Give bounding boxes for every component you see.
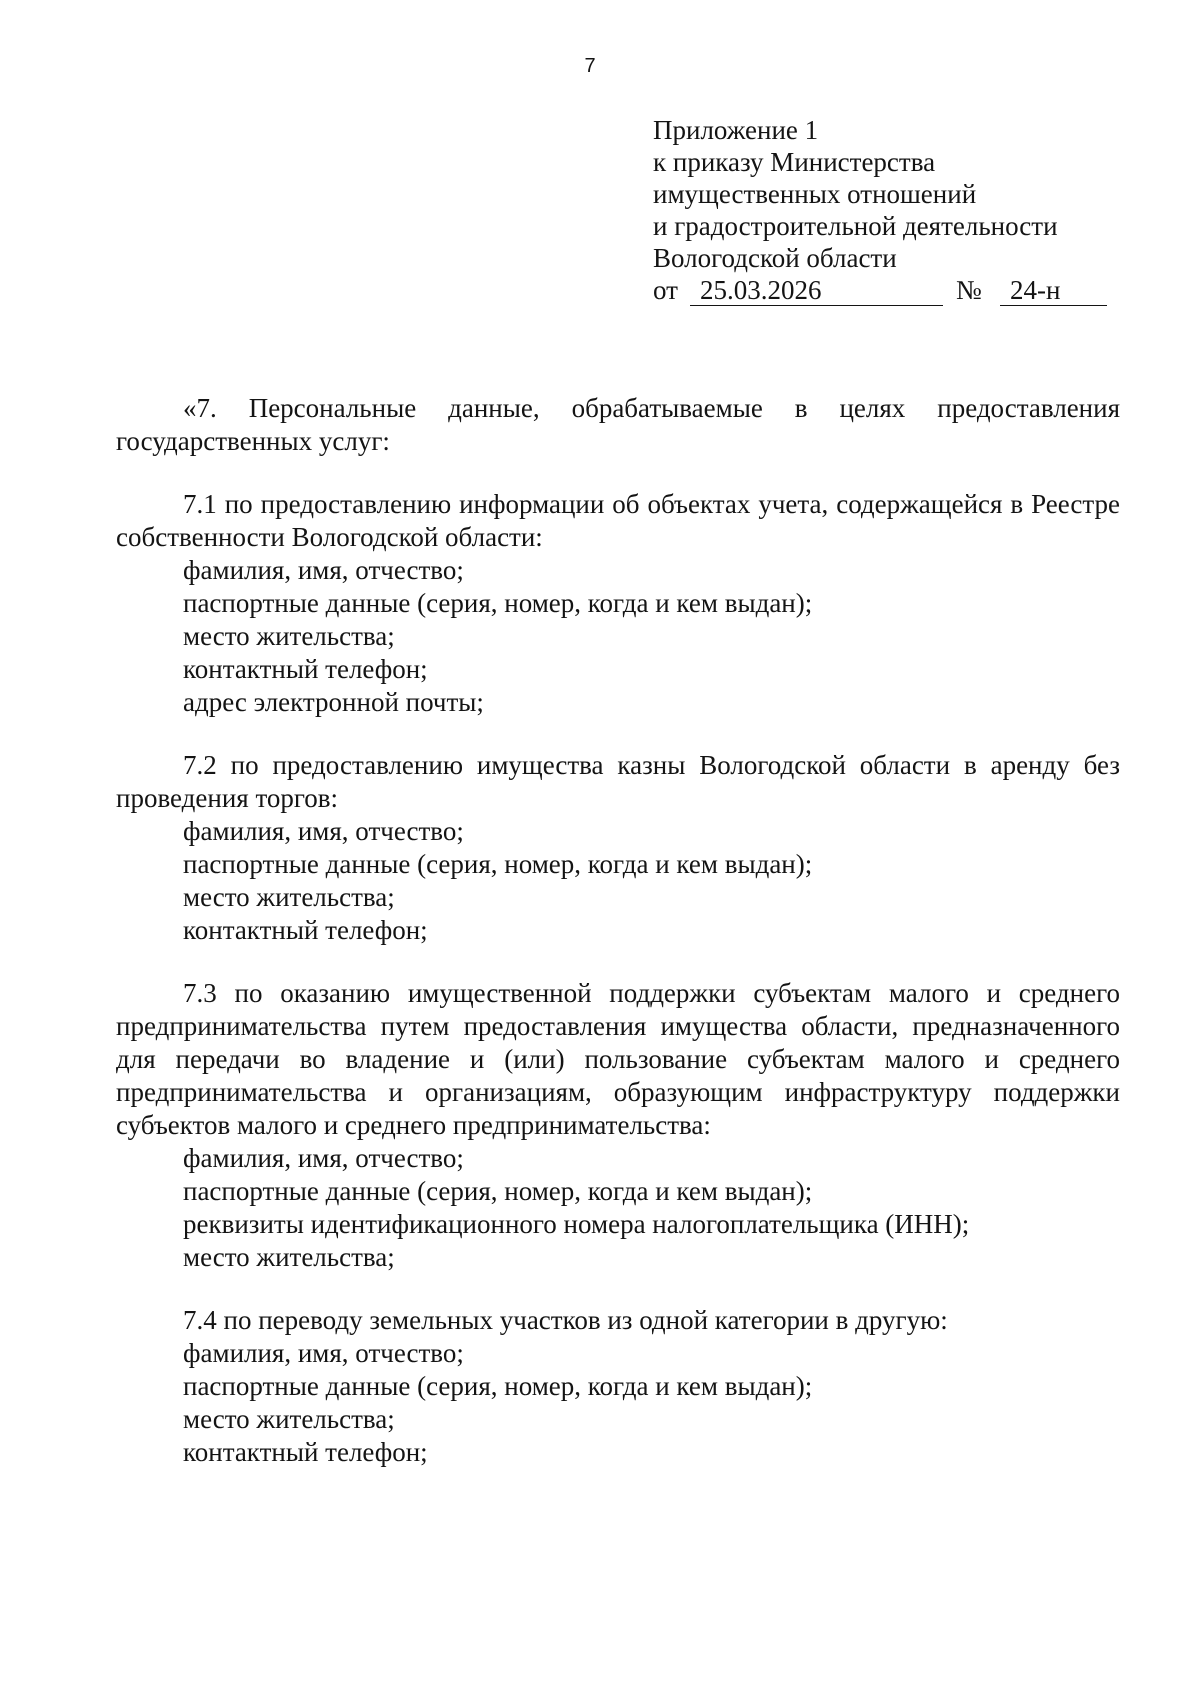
annex-line: Вологодской области: [653, 243, 897, 273]
list-item: фамилия, имя, отчество;: [183, 1143, 464, 1173]
list-item: фамилия, имя, отчество;: [183, 1338, 464, 1368]
order-date-row: [653, 274, 1123, 306]
list-item: место жительства;: [183, 1404, 395, 1434]
list-item: паспортные данные (серия, номер, когда и кем выдан);: [183, 1371, 813, 1401]
section-7-1: [116, 488, 1120, 719]
list-item: реквизиты идентификационного номера налогоплательщика (ИНН);: [183, 1209, 970, 1239]
annex-line: Приложение 1: [653, 115, 819, 145]
section-7-3: [116, 977, 1120, 1274]
order-number: 24-н: [1010, 275, 1061, 305]
section-heading: 7.1 по предоставлению информации об объектах учета, содержащейся в Реестре собственности Вологодской области:: [116, 489, 1120, 552]
list-item: место жительства;: [183, 1242, 395, 1272]
intro-paragraph: «7. Персональные данные, обрабатываемые в целях предоставления государственных услуг:: [116, 393, 1120, 456]
annex-header: [653, 114, 1123, 306]
list-item: место жительства;: [183, 621, 395, 651]
list-item: адрес электронной почты;: [183, 687, 484, 717]
list-item: паспортные данные (серия, номер, когда и кем выдан);: [183, 588, 813, 618]
annex-line: к приказу Министерства: [653, 147, 936, 177]
section-7-2: [116, 749, 1120, 947]
list-item: контактный телефон;: [183, 654, 428, 684]
section-heading: 7.4 по переводу земельных участков из одной категории в другую:: [183, 1305, 948, 1335]
list-item: контактный телефон;: [183, 915, 428, 945]
list-item: фамилия, имя, отчество;: [183, 816, 464, 846]
section-heading: 7.3 по оказанию имущественной поддержки субъектам малого и среднего предпринимательства путем предоставления имущества области, предназначенного для передачи во владение и (или) пользование субъектам малого и среднего предпринимательства и организациям, образующим инфраструктуру поддержки субъектов малого и среднего предпринимательства:: [116, 978, 1120, 1140]
section-heading: 7.2 по предоставлению имущества казны Вологодской области в аренду без проведения торгов:: [116, 750, 1120, 813]
list-item: контактный телефон;: [183, 1437, 428, 1467]
page-number: 7: [584, 55, 596, 77]
document-body: [116, 392, 1120, 1469]
list-item: паспортные данные (серия, номер, когда и кем выдан);: [183, 849, 813, 879]
list-item: место жительства;: [183, 882, 395, 912]
number-prefix: №: [956, 275, 982, 305]
section-7-4: [116, 1304, 1120, 1469]
date-prefix: от: [653, 275, 678, 305]
list-item: паспортные данные (серия, номер, когда и кем выдан);: [183, 1176, 813, 1206]
annex-line: и градостроительной деятельности: [653, 211, 1058, 241]
date-underline: [690, 305, 943, 306]
number-underline: [1000, 305, 1107, 306]
annex-line: имущественных отношений: [653, 179, 977, 209]
order-date: 25.03.2026: [700, 275, 822, 305]
list-item: фамилия, имя, отчество;: [183, 555, 464, 585]
